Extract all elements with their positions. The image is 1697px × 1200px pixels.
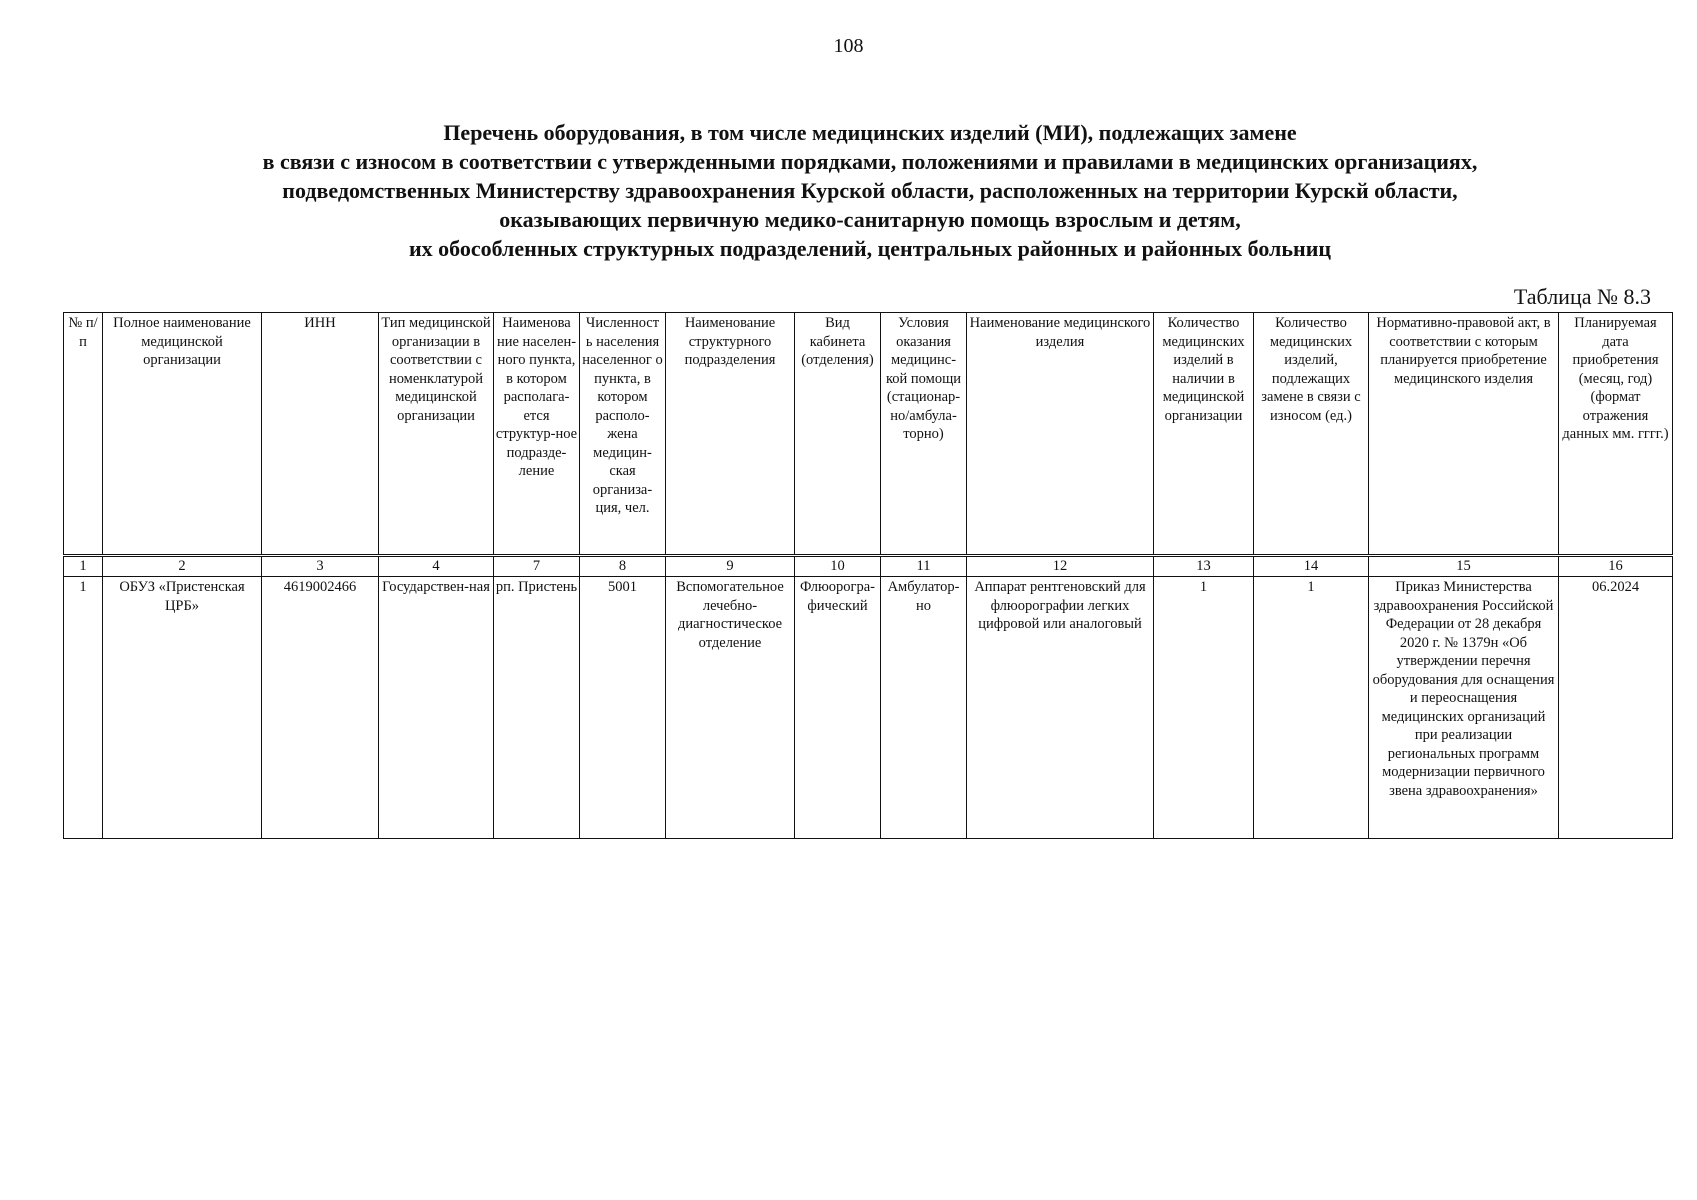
cell-number: 1	[64, 577, 103, 839]
column-number: 15	[1369, 557, 1559, 577]
header-cell-device-count: Количество медицинских изделий в наличии в медицинской организации	[1154, 313, 1254, 555]
cell-device-name: Аппарат рентгеновский для флюорографии легких цифровой или аналоговый	[967, 577, 1154, 839]
column-number: 13	[1154, 557, 1254, 577]
column-number: 11	[881, 557, 967, 577]
data-table	[63, 556, 1673, 839]
cell-population: 5001	[580, 577, 666, 839]
header-cell-number: № п/п	[64, 313, 103, 555]
header-cell-cabinet-type: Вид кабинета (отделения)	[795, 313, 881, 555]
title-line: их обособленных структурных подразделений, центральных районных и районных больниц	[408, 236, 1332, 261]
column-number: 7	[494, 557, 580, 577]
cell-subdivision: Вспомогательное лечебно-диагностическое отделение	[666, 577, 795, 839]
cell-cabinet-type: Флюорогра-фический	[795, 577, 881, 839]
cell-inn: 4619002466	[262, 577, 379, 839]
header-cell-population: Численност ь населения населенног о пункта, в котором располо-жена медицин-ская организа-ция, чел.	[580, 313, 666, 555]
column-number: 8	[580, 557, 666, 577]
column-number: 9	[666, 557, 795, 577]
header-cell-org-name: Полное наименование медицинской организации	[103, 313, 262, 555]
column-number: 12	[967, 557, 1154, 577]
cell-settlement: рп. Пристень	[494, 577, 580, 839]
page-number: 108	[833, 35, 864, 57]
column-number: 3	[262, 557, 379, 577]
header-cell-legal-act: Нормативно-правовой акт, в соответствии с которым планируется приобретение медицинского изделия	[1369, 313, 1559, 555]
column-number: 2	[103, 557, 262, 577]
column-number: 4	[379, 557, 494, 577]
cell-legal-act: Приказ Министерства здравоохранения Российской Федерации от 28 декабря 2020 г. № 1379н «Об утверждении перечня оборудования для оснащения и переоснащения медицинских организаций при реализации региональных программ модернизации первичного звена здравоохранения»	[1369, 577, 1559, 839]
header-row	[64, 313, 1673, 555]
column-number: 10	[795, 557, 881, 577]
title-line: оказывающих первичную медико-санитарную помощь взрослым и детям,	[499, 207, 1241, 232]
table-label: Таблица № 8.3	[1513, 284, 1651, 309]
header-cell-care-conditions: Условия оказания медицинс-кой помощи (стационар-но/амбула-торно)	[881, 313, 967, 555]
header-cell-replace-count: Количество медицинских изделий, подлежащих замене в связи с износом (ед.)	[1254, 313, 1369, 555]
header-cell-device-name: Наименование медицинского изделия	[967, 313, 1154, 555]
column-number: 1	[64, 557, 103, 577]
title-line: в связи с износом в соответствии с утвержденными порядками, положениями и правилами в медицинских организациях,	[262, 149, 1478, 174]
table-row	[64, 577, 1673, 839]
cell-replace-count: 1	[1254, 577, 1369, 839]
header-cell-subdivision: Наименование структурного подразделения	[666, 313, 795, 555]
cell-device-count: 1	[1154, 577, 1254, 839]
header-cell-planned-date: Планируемая дата приобретения (месяц, год) (формат отражения данных мм. гггг.)	[1559, 313, 1673, 555]
header-cell-inn: ИНН	[262, 313, 379, 555]
header-cell-settlement: Наименова ние населен-ного пункта, в котором располага-ется структур-ное подразде-ление	[494, 313, 580, 555]
column-number: 16	[1559, 557, 1673, 577]
cell-org-type: Государствен-ная	[379, 577, 494, 839]
title-line: Перечень оборудования, в том числе медицинских изделий (МИ), подлежащих замене	[443, 120, 1297, 145]
header-table	[63, 312, 1673, 555]
header-cell-org-type: Тип медицинской организации в соответствии с номенклатурой медицинской организации	[379, 313, 494, 555]
cell-care-conditions: Амбулатор-но	[881, 577, 967, 839]
cell-org-name: ОБУЗ «Пристенская ЦРБ»	[103, 577, 262, 839]
column-number-row	[64, 557, 1673, 577]
column-number: 14	[1254, 557, 1369, 577]
document-title	[60, 118, 1680, 263]
title-line: подведомственных Министерству здравоохранения Курской области, расположенных на территории Курскй области,	[282, 178, 1458, 203]
cell-planned-date: 06.2024	[1559, 577, 1673, 839]
